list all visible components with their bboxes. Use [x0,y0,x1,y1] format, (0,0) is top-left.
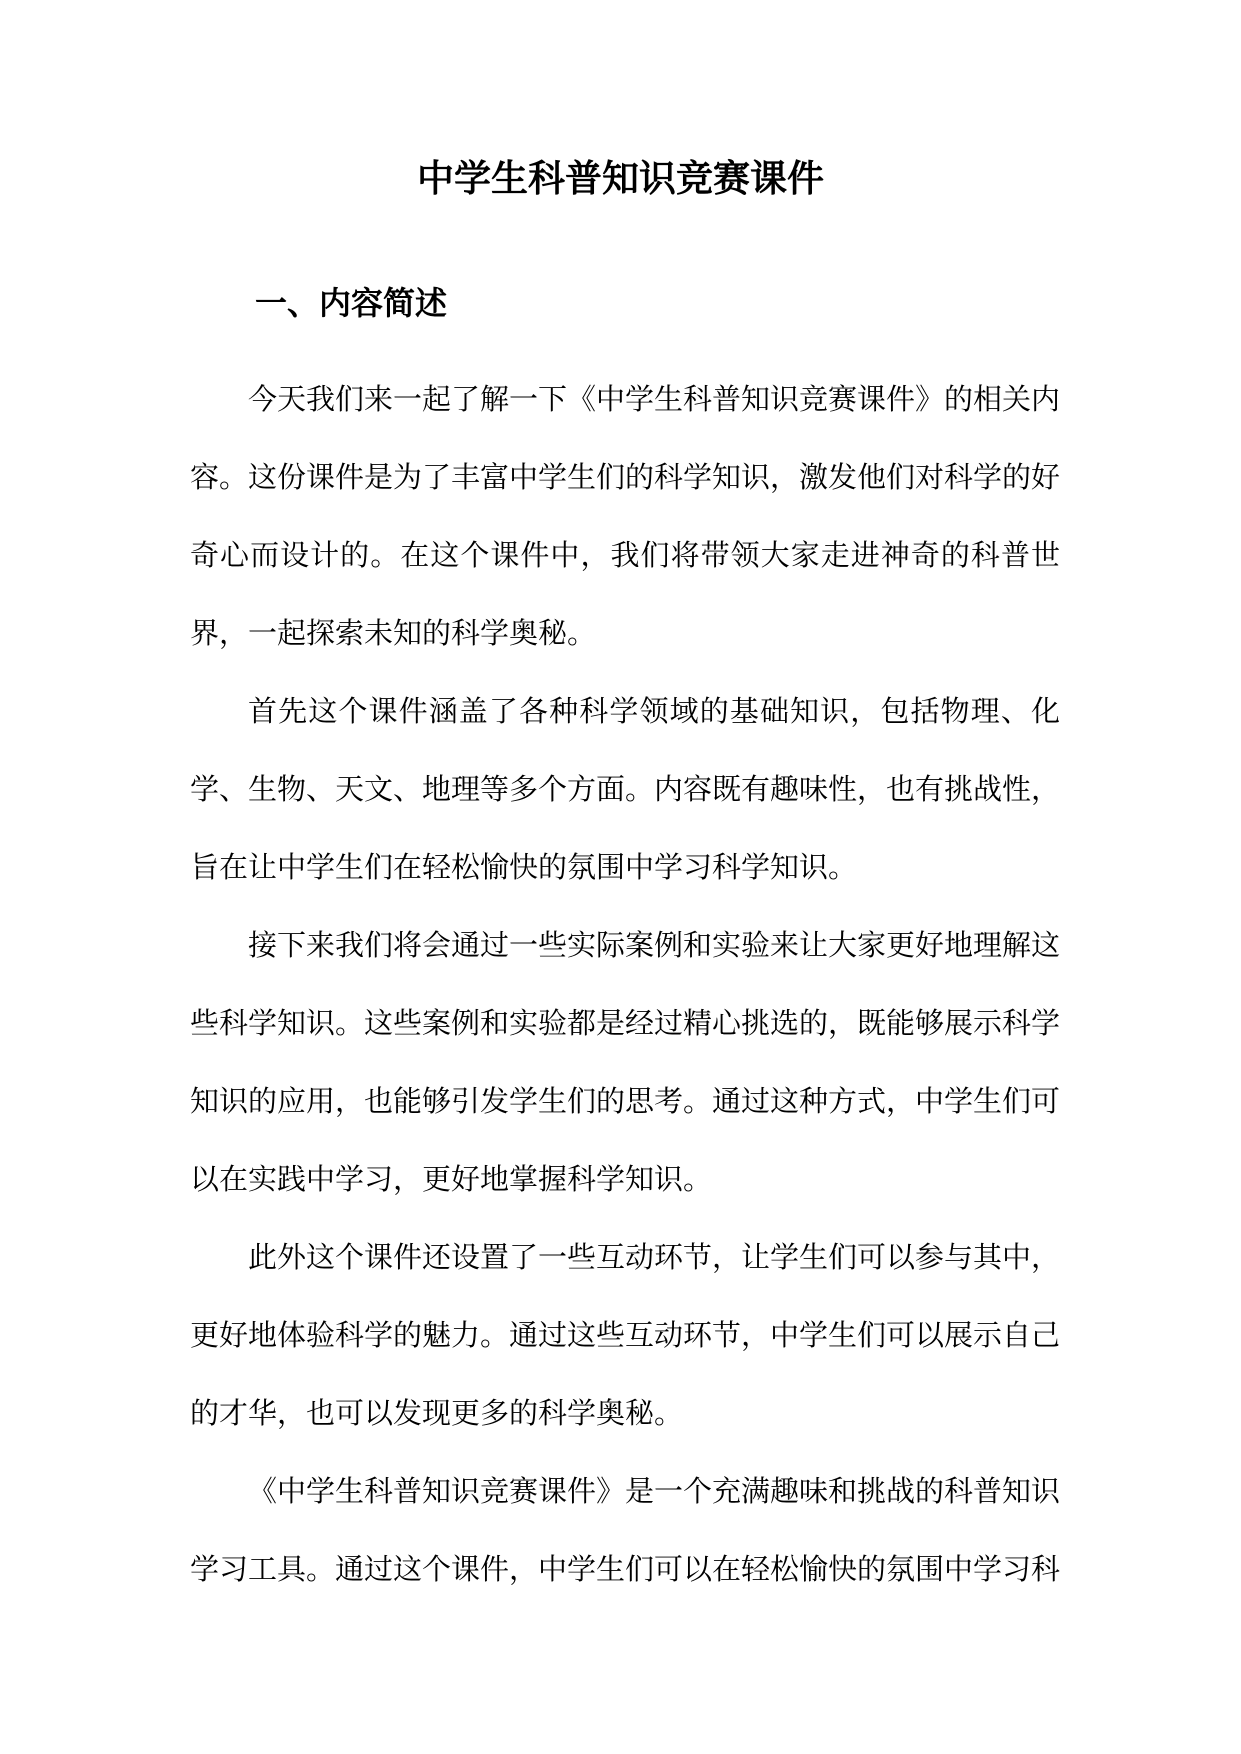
paragraph-coverage: 首先这个课件涵盖了各种科学领域的基础知识，包括物理、化学、生物、天文、地理等多个方面。内容既有趣味性，也有挑战性，旨在让中学生们在轻松愉快的氛围中学习科学知识。 [190,694,1061,884]
paragraph-summary: 《中学生科普知识竞赛课件》是一个充满趣味和挑战的科普知识学习工具。通过这个课件，中学生们可以在轻松愉快的氛围中学习科 [190,1474,1061,1586]
section-heading: 一、内容简述 [255,284,448,322]
paragraph-interaction: 此外这个课件还设置了一些互动环节，让学生们可以参与其中，更好地体验科学的魅力。通过这些互动环节，中学生们可以展示自己的才华，也可以发现更多的科学奥秘。 [190,1240,1061,1430]
document-body [190,360,1060,1608]
paragraph-cases: 接下来我们将会通过一些实际案例和实验来让大家更好地理解这些科学知识。这些案例和实验都是经过精心挑选的，既能够展示科学知识的应用，也能够引发学生们的思考。通过这种方式，中学生们可以在实践中学习，更好地掌握科学知识。 [190,928,1061,1196]
document-title: 中学生科普知识竞赛课件 [417,156,824,200]
paragraph-intro: 今天我们来一起了解一下《中学生科普知识竞赛课件》的相关内容。这份课件是为了丰富中学生们的科学知识，激发他们对科学的好奇心而设计的。在这个课件中，我们将带领大家走进神奇的科普世界，一起探索未知的科学奥秘。 [190,382,1061,650]
